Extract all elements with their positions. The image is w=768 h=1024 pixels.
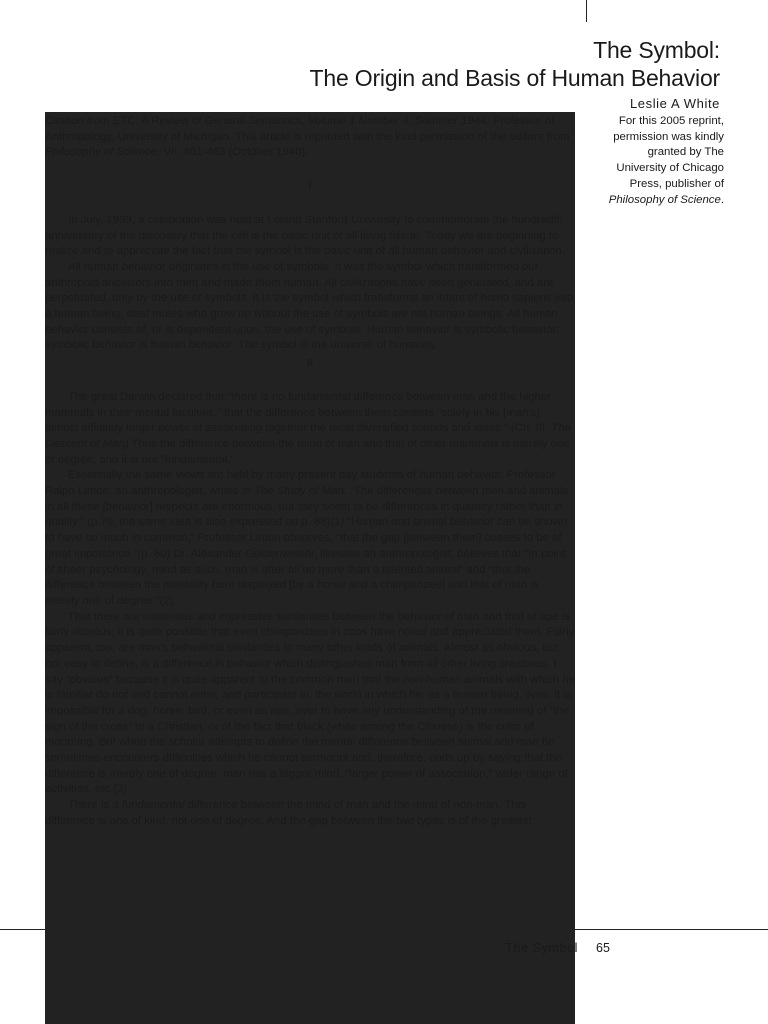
emphasis: any xyxy=(361,704,380,717)
paragraph: All human behavior originates in the use of symbols. It was the symbol which transformed our anthropoid ancestors into men and made them human. All civilizations have been generated, and are perpetuated, only by the use of symbols. It is the symbol which transforms an infant of homo sapiens into a human being; deaf mutes who grow up without the use of symbols are not human beings. All human behavior consists of, or is dependent upon, the use of symbols. Human behavior is symbolic behavior; symbolic behavior is human behavior. The symbol is the universe of humanity. xyxy=(45,260,574,352)
emphasis: define xyxy=(267,736,299,749)
page-subtitle: The Origin and Basis of Human Behavior xyxy=(309,65,720,91)
author-name: Leslie A White xyxy=(629,96,720,111)
paragraph-text: The great Darwin declared that “there is no fundamental difference between man and the higher mammals in their mental faculties,” that the difference between them consists “solely in his [man’s] almost infinitely larger power of associating together the most diversified sounds and ideas.” (Ch. III, xyxy=(45,390,552,435)
citation-source: Philosophy of Science, xyxy=(45,146,161,159)
citation-source-details: VII, 451-463 (October 1940). xyxy=(160,146,309,159)
paragraph xyxy=(45,798,575,829)
paragraph-text: understanding of the meaning of “the sign of the cross” to a Christian, or of the fact that black (white among the Chinese) is the color of mourning. But when the scholar attempts to xyxy=(45,704,570,749)
emphasis: a fundamental xyxy=(112,799,185,812)
book-title: The Study of Man xyxy=(253,485,344,498)
page-number: 65 xyxy=(596,941,610,955)
paragraph xyxy=(45,610,575,798)
paragraph-text: : “The differences between men and animals in all these [behavior] respects are enormous, but they seem to be differences in quantity rather than in quality.” (p.79; the same idea is also expressed on p. 68)(1) “Human and animal behavior can be shown to have so much in common,” Professor Linton observes, “that the gap [between them] ceases to be of great importance.”(p. 60) Dr. Alexander Goldenweiser, likewise an anthropologist, believes that “In point of sheer psychology, mind as such, man is after all no more than a talented animal” and “that the difference between the mentality here displayed [by a horse and a chimpanzee] and that of man is merely one of degree.”(2) xyxy=(45,485,569,607)
sidebar-note-end: . xyxy=(720,193,724,206)
paragraph-text: There is xyxy=(68,799,113,812)
top-vertical-rule xyxy=(586,0,587,22)
paragraph-text: That there are numerous and impressive similarities between the behavior of man and that of ape is fairly obvious; it is quite possible that even chimpanzees in zoos have noted and appreciated them. Fairly apparent, too, are man’s behavioral similarities to many other kinds of animals. Almost as obvious, but not easy to define, is a difference in behavior which distinguishes man from all other living creatures. I say “obvious” because it is quite apparent to the common man that the non-human animals with which he is familiar do not and cannot enter, and participate in, the world in which he, as a human being, lives. It is impossible for a dog, horse, bird, or even an ape, ever to have xyxy=(45,610,575,717)
paragraph: In July, 1939, a celebration was held at Leland Stanford University to commemorate the hundredth anniversary of the discovery that the cell is the basic unit of all living tissue. Today we are beginning to realize and to appreciate the fact that the symbol is the basic unit of all human behavior and civilization. xyxy=(45,213,565,258)
section-heading-one: I xyxy=(308,180,312,193)
sidebar-note-text: For this 2005 reprint, permission was kindly granted by The University of Chicago Press, publisher of xyxy=(613,115,724,190)
section-heading-two: II xyxy=(307,357,313,370)
footer-running-title: The Symbol xyxy=(505,941,578,955)
citation-text: Professor of Anthropology, University of Michigan. This article is reprinted with the kind permission of the editors from xyxy=(45,115,570,143)
paragraph-text: difference between the mind of man and the mind of non-man. This difference is one of kind, not one of degree. And the gap between the two types is of the greatest xyxy=(45,799,532,827)
paragraph-text: the mental difference between animal and man he sometimes encounters difficulties which he cannot surmount and, therefore, ends up by saying that the difference is merely one of degree: man has a bigger mind, “larger power of association,” wider range of activities, etc.(3) xyxy=(45,736,568,796)
book-title: The Descent of Man) xyxy=(45,422,572,450)
sidebar-note xyxy=(600,114,724,208)
page-title: The Symbol: xyxy=(593,37,720,63)
paragraph-text: Essentially the same views are held by many present day students of human behavior. Professor Ralph Linton, an anthropologist, writes in xyxy=(45,469,556,498)
article-body xyxy=(45,114,575,830)
citation-journal: ETC: A Review of General Semantics, xyxy=(109,115,308,127)
citation-paragraph xyxy=(45,114,575,161)
citation-label: Citation from xyxy=(45,115,110,127)
paragraph-text: Thus the difference between the mind of man and that of other mammals is merely one of degree, and it is not “fundamental.” xyxy=(45,437,570,466)
title-block xyxy=(310,36,720,113)
citation-volume: Volume 1 Number 4, Summer 1944: xyxy=(307,115,490,127)
sidebar-note-journal: Philosophy of Science xyxy=(608,193,721,206)
paragraph xyxy=(45,468,575,609)
paragraph xyxy=(45,390,575,469)
footer-horizontal-rule xyxy=(0,929,768,930)
